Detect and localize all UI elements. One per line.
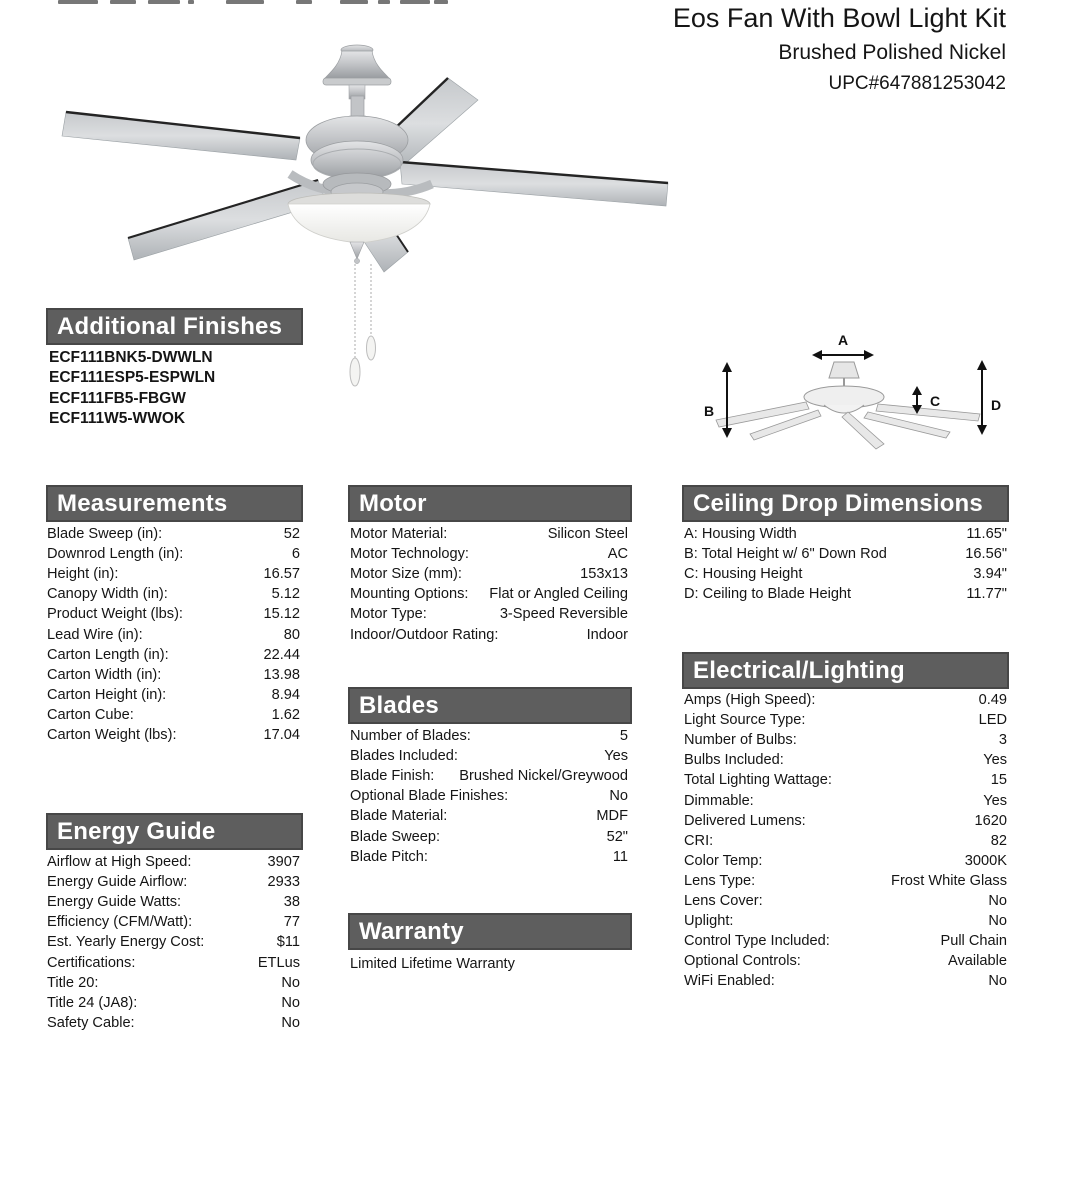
spec-row <box>684 951 1007 971</box>
spec-label: Lens Cover: <box>684 892 763 909</box>
spec-value: 11 <box>612 848 628 865</box>
spec-value: Brushed Nickel/Greywood <box>459 768 628 785</box>
fan-bowl-light <box>288 193 430 264</box>
diagram-label-c: C <box>930 393 941 409</box>
spec-label: A: Housing Width <box>684 526 797 543</box>
diagram-label-a: A <box>838 332 849 348</box>
spec-row <box>47 665 300 685</box>
spec-value: 11.77" <box>966 586 1007 603</box>
spec-value: 15.12 <box>263 606 300 623</box>
spec-label: Light Source Type: <box>684 712 806 729</box>
spec-value: Available <box>948 953 1007 970</box>
spec-label: Uplight: <box>684 913 734 930</box>
spec-value: LED <box>978 712 1007 729</box>
spec-row <box>47 872 300 892</box>
spec-label: Carton Length (in): <box>47 646 169 663</box>
spec-label: Dimmable: <box>684 792 754 809</box>
spec-row <box>684 770 1007 790</box>
spec-value: No <box>988 973 1007 990</box>
spec-row <box>47 852 300 872</box>
spec-label: Height (in): <box>47 566 119 583</box>
spec-value: 1.62 <box>271 706 300 723</box>
spec-value: 52" <box>606 828 628 845</box>
finish-model-number: ECF111FB5-FBGW <box>49 389 186 407</box>
spec-value: 22.44 <box>263 646 300 663</box>
spec-value: 3 <box>998 732 1007 749</box>
spec-value: No <box>281 994 300 1011</box>
section-header-additional-finishes: Additional Finishes <box>46 308 303 345</box>
spec-label: Control Type Included: <box>684 933 830 950</box>
spec-row <box>350 624 628 644</box>
electrical-lighting-rows <box>684 690 1007 991</box>
section-header-electrical-lighting: Electrical/Lighting <box>682 652 1009 689</box>
spec-row <box>350 544 628 564</box>
spec-row <box>350 847 628 867</box>
diagram-fan-sketch <box>716 362 980 449</box>
spec-label: Est. Yearly Energy Cost: <box>47 934 205 951</box>
spec-row <box>47 564 300 584</box>
spec-label: Energy Guide Watts: <box>47 894 182 911</box>
spec-label: Lead Wire (in): <box>47 626 143 643</box>
spec-label: D: Ceiling to Blade Height <box>684 586 852 603</box>
spec-label: Product Weight (lbs): <box>47 606 183 623</box>
finish-model-number: ECF111ESP5-ESPWLN <box>49 369 216 387</box>
spec-row <box>684 871 1007 891</box>
spec-label: Motor Material: <box>350 526 448 543</box>
spec-label: Total Lighting Wattage: <box>684 772 832 789</box>
spec-label: Efficiency (CFM/Watt): <box>47 914 193 931</box>
spec-row <box>47 544 300 564</box>
spec-label: Number of Blades: <box>350 728 471 745</box>
motor-rows <box>350 524 628 645</box>
spec-row <box>350 786 628 806</box>
diagram-arrow-a <box>812 350 874 360</box>
diagram-arrow-d <box>977 360 987 435</box>
spec-row <box>684 790 1007 810</box>
spec-row <box>350 746 628 766</box>
spec-label: WiFi Enabled: <box>684 973 775 990</box>
spec-label: Color Temp: <box>684 852 763 869</box>
spec-row <box>47 973 300 993</box>
spec-label: Blade Sweep (in): <box>47 526 163 543</box>
spec-value: Indoor <box>586 626 628 643</box>
spec-label: Blade Finish: <box>350 768 435 785</box>
spec-label: Energy Guide Airflow: <box>47 874 188 891</box>
section-header-warranty: Warranty <box>348 913 632 950</box>
spec-row <box>47 705 300 725</box>
spec-value: 6 <box>291 546 300 563</box>
spec-value: Silicon Steel <box>547 526 628 543</box>
spec-value: 1620 <box>974 812 1007 829</box>
spec-label: CRI: <box>684 832 714 849</box>
spec-value: 3907 <box>267 854 300 871</box>
energy-guide-rows <box>47 852 300 1033</box>
spec-label: Bulbs Included: <box>684 752 784 769</box>
spec-value: 5 <box>619 728 628 745</box>
spec-label: Optional Blade Finishes: <box>350 788 509 805</box>
spec-row <box>47 1013 300 1033</box>
spec-row <box>47 725 300 745</box>
spec-label: Canopy Width (in): <box>47 586 168 603</box>
spec-value: ETLus <box>257 954 300 971</box>
finish-model-number: ECF111BNK5-DWWLN <box>49 349 213 366</box>
spec-label: Certifications: <box>47 954 136 971</box>
spec-row <box>47 952 300 972</box>
blades-rows <box>350 726 628 867</box>
spec-label: Motor Size (mm): <box>350 566 462 583</box>
spec-value: Yes <box>983 792 1007 809</box>
spec-value: No <box>281 1014 300 1031</box>
spec-row <box>684 750 1007 770</box>
product-upc: UPC#647881253042 <box>828 73 1006 94</box>
spec-row <box>47 993 300 1013</box>
spec-row <box>684 831 1007 851</box>
product-name: Eos Fan With Bowl Light Kit <box>672 3 1006 33</box>
spec-value: 17.04 <box>263 726 300 743</box>
spec-value: 16.56" <box>965 546 1007 563</box>
diagram-arrow-b <box>722 362 732 438</box>
spec-value: Flat or Angled Ceiling <box>489 586 628 603</box>
spec-label: Carton Weight (lbs): <box>47 726 177 743</box>
spec-value: Frost White Glass <box>891 872 1007 889</box>
measurements-rows <box>47 524 300 745</box>
spec-row <box>350 524 628 544</box>
spec-label: Lens Type: <box>684 872 756 889</box>
spec-value: 15 <box>990 772 1007 789</box>
spec-row <box>684 911 1007 931</box>
spec-label: Motor Type: <box>350 606 427 623</box>
spec-value: 13.98 <box>263 666 300 683</box>
spec-value: $11 <box>276 934 300 951</box>
diagram-label-d: D <box>991 397 1002 413</box>
spec-row <box>684 730 1007 750</box>
spec-row <box>684 564 1007 584</box>
spec-row <box>684 811 1007 831</box>
spec-value: 8.94 <box>271 686 300 703</box>
spec-label: Carton Width (in): <box>47 666 162 683</box>
spec-value: 77 <box>283 914 300 931</box>
dimension-diagram <box>688 328 1018 473</box>
spec-value: No <box>988 892 1007 909</box>
diagram-label-b: B <box>704 403 715 419</box>
spec-value: 0.49 <box>978 692 1007 709</box>
spec-row <box>684 710 1007 730</box>
spec-row <box>47 604 300 624</box>
spec-row <box>47 624 300 644</box>
spec-row <box>684 931 1007 951</box>
pull-chains <box>350 264 376 386</box>
spec-value: 3.94" <box>973 566 1007 583</box>
spec-value: 5.12 <box>271 586 300 603</box>
spec-row <box>350 766 628 786</box>
product-finish: Brushed Polished Nickel <box>778 41 1006 64</box>
spec-value: 38 <box>283 894 300 911</box>
spec-value: AC <box>607 546 628 563</box>
spec-value: 16.57 <box>263 566 300 583</box>
spec-label: Delivered Lumens: <box>684 812 806 829</box>
section-header-blades: Blades <box>348 687 632 724</box>
finish-model-number: ECF111W5-WWOK <box>49 410 186 428</box>
spec-value: 153x13 <box>580 566 628 583</box>
spec-row <box>350 584 628 604</box>
spec-row <box>350 826 628 846</box>
spec-row <box>684 690 1007 710</box>
spec-label: Blade Material: <box>350 808 448 825</box>
spec-label: C: Housing Height <box>684 566 803 583</box>
spec-row <box>350 806 628 826</box>
section-header-energy-guide: Energy Guide <box>46 813 303 850</box>
spec-value: 52 <box>283 526 300 543</box>
spec-value: Yes <box>604 748 628 765</box>
spec-label: Airflow at High Speed: <box>47 854 192 871</box>
spec-label: Number of Bulbs: <box>684 732 797 749</box>
spec-row <box>684 584 1007 604</box>
spec-row <box>684 524 1007 544</box>
spec-row <box>684 851 1007 871</box>
section-header-ceiling-drop-dimensions: Ceiling Drop Dimensions <box>682 485 1009 522</box>
spec-label: Safety Cable: <box>47 1014 135 1031</box>
spec-label: Blades Included: <box>350 748 458 765</box>
spec-row <box>350 604 628 624</box>
spec-label: Title 20: <box>47 974 99 991</box>
spec-label: Blade Pitch: <box>350 848 428 865</box>
spec-row <box>350 564 628 584</box>
spec-row <box>47 932 300 952</box>
spec-label: B: Total Height w/ 6" Down Rod <box>684 546 887 563</box>
spec-label: Indoor/Outdoor Rating: <box>350 626 499 643</box>
spec-value: 3000K <box>964 852 1007 869</box>
spec-row <box>47 685 300 705</box>
spec-row <box>47 584 300 604</box>
spec-value: 3-Speed Reversible <box>499 606 628 623</box>
spec-value: Yes <box>983 752 1007 769</box>
spec-value: 2933 <box>267 874 300 891</box>
section-header-motor: Motor <box>348 485 632 522</box>
spec-value: Pull Chain <box>940 933 1007 950</box>
spec-row <box>47 912 300 932</box>
spec-label: Carton Height (in): <box>47 686 167 703</box>
spec-value: 80 <box>283 626 300 643</box>
spec-label: Title 24 (JA8): <box>47 994 138 1011</box>
spec-value: No <box>609 788 628 805</box>
spec-row <box>47 524 300 544</box>
additional-finishes-list <box>49 348 301 430</box>
spec-row <box>47 892 300 912</box>
spec-value: MDF <box>596 808 628 825</box>
spec-label: Motor Technology: <box>350 546 469 563</box>
spec-value: No <box>281 974 300 991</box>
spec-label: Optional Controls: <box>684 953 801 970</box>
spec-value: No <box>988 913 1007 930</box>
cropped-title-fragment <box>58 0 458 5</box>
spec-value: 11.65" <box>966 526 1007 543</box>
spec-label: Mounting Options: <box>350 586 469 603</box>
spec-row <box>350 726 628 746</box>
ceiling-drop-rows <box>684 524 1007 604</box>
fan-canopy <box>323 45 391 128</box>
spec-label: Downrod Length (in): <box>47 546 184 563</box>
spec-row <box>47 645 300 665</box>
warranty-text: Limited Lifetime Warranty <box>350 956 515 972</box>
spec-row <box>684 544 1007 564</box>
spec-row <box>684 971 1007 991</box>
section-header-measurements: Measurements <box>46 485 303 522</box>
spec-label: Carton Cube: <box>47 706 134 723</box>
spec-value: 82 <box>990 832 1007 849</box>
spec-label: Amps (High Speed): <box>684 692 816 709</box>
spec-label: Blade Sweep: <box>350 828 441 845</box>
spec-row <box>684 891 1007 911</box>
